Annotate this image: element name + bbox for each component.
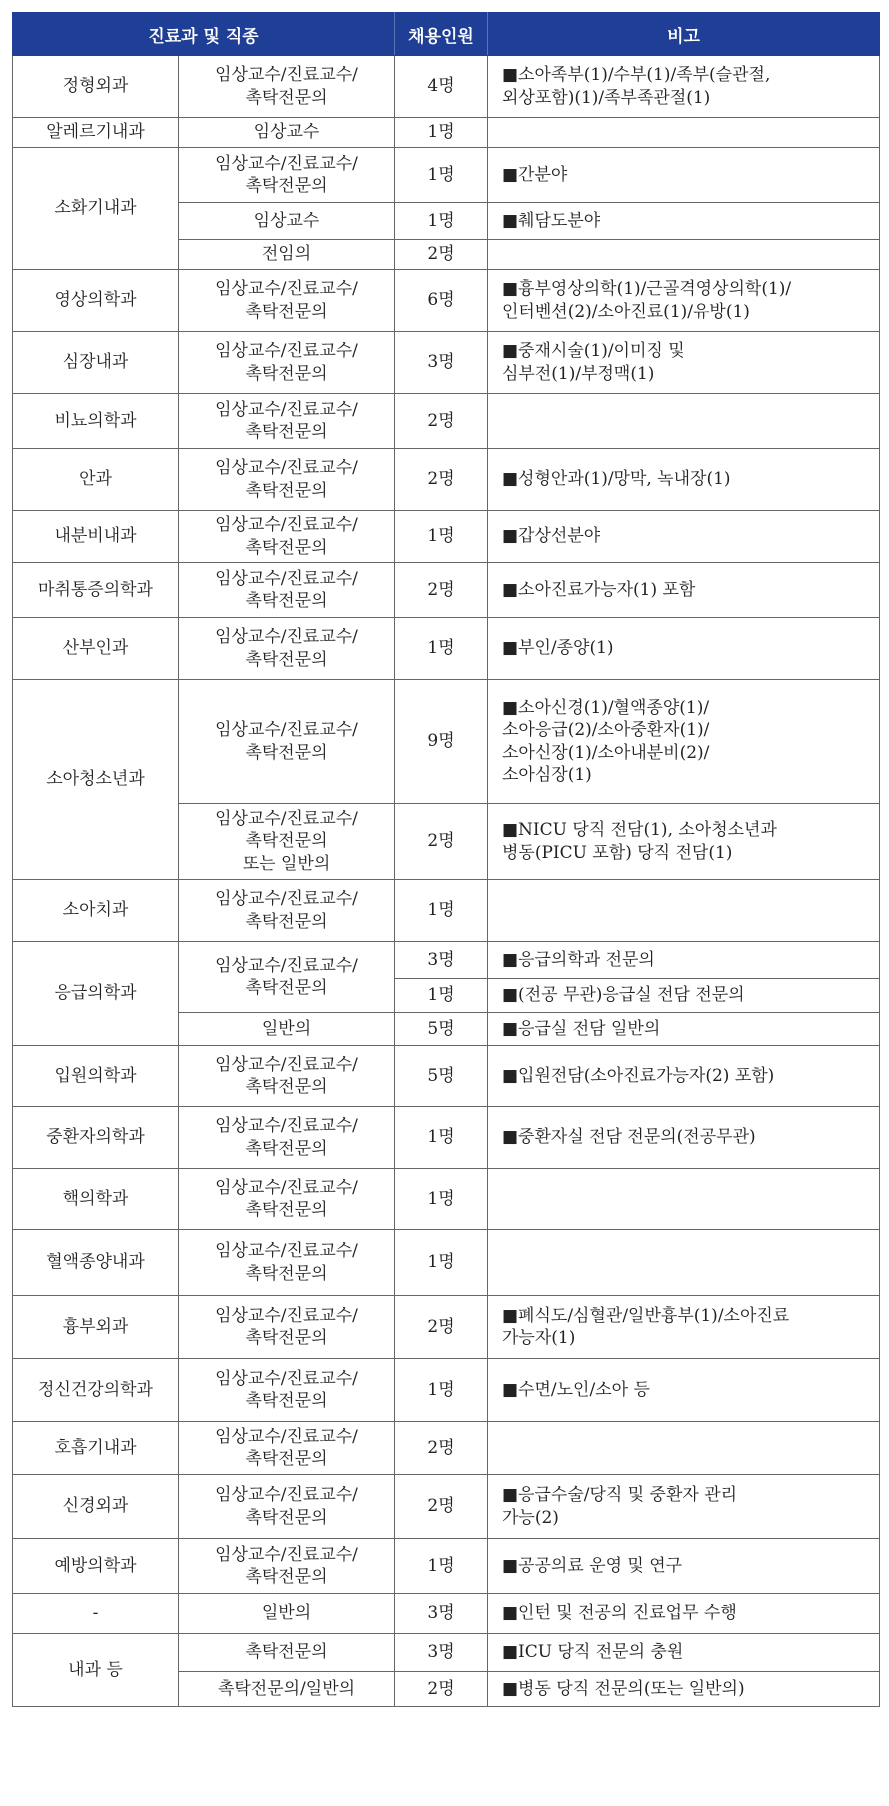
position-cell: 전임의	[179, 240, 395, 270]
note-cell: ■병동 당직 전문의(또는 일반의)	[488, 1672, 880, 1707]
count-cell: 1명	[395, 1359, 488, 1422]
dept-cell: 신경외과	[13, 1475, 179, 1539]
position-cell: 임상교수/진료교수/ 촉탁전문의	[179, 1475, 395, 1539]
position-cell: 임상교수/진료교수/ 촉탁전문의	[179, 394, 395, 449]
table-row	[13, 118, 880, 148]
table-row	[13, 449, 880, 511]
position-cell: 임상교수/진료교수/ 촉탁전문의	[179, 1359, 395, 1422]
note-cell: ■응급실 전담 일반의	[488, 1013, 880, 1046]
position-cell: 임상교수/진료교수/ 촉탁전문의	[179, 148, 395, 203]
table-row	[13, 1230, 880, 1296]
count-cell: 1명	[395, 880, 488, 942]
note-cell: ■소아족부(1)/수부(1)/족부(슬관절, 외상포함)(1)/족부족관절(1)	[488, 56, 880, 118]
position-cell: 촉탁전문의/일반의	[179, 1672, 395, 1707]
dept-cell: 중환자의학과	[13, 1107, 179, 1169]
table-row	[13, 1359, 880, 1422]
table-row	[13, 56, 880, 118]
count-cell: 2명	[395, 394, 488, 449]
position-cell: 임상교수/진료교수/ 촉탁전문의 또는 일반의	[179, 804, 395, 880]
dept-cell: 안과	[13, 449, 179, 511]
count-cell: 1명	[395, 1539, 488, 1594]
dept-cell: 내분비내과	[13, 511, 179, 563]
note-cell: ■인턴 및 전공의 진료업무 수행	[488, 1594, 880, 1634]
count-cell: 1명	[395, 1107, 488, 1169]
dept-cell: 영상의학과	[13, 270, 179, 332]
position-cell: 임상교수/진료교수/ 촉탁전문의	[179, 1539, 395, 1594]
note-cell	[488, 394, 880, 449]
header-dept-position: 진료과 및 직종	[13, 13, 395, 56]
count-cell: 3명	[395, 332, 488, 394]
note-cell: ■(전공 무관)응급실 전담 전문의	[488, 979, 880, 1013]
dept-cell: 예방의학과	[13, 1539, 179, 1594]
position-cell: 임상교수/진료교수/ 촉탁전문의	[179, 880, 395, 942]
count-cell: 2명	[395, 240, 488, 270]
position-cell: 임상교수/진료교수/ 촉탁전문의	[179, 618, 395, 680]
note-cell: ■수면/노인/소아 등	[488, 1359, 880, 1422]
position-cell: 일반의	[179, 1594, 395, 1634]
table-row	[13, 1169, 880, 1230]
count-cell: 1명	[395, 511, 488, 563]
count-cell: 2명	[395, 804, 488, 880]
count-cell: 2명	[395, 1672, 488, 1707]
recruitment-table	[12, 12, 880, 1707]
dept-cell: 심장내과	[13, 332, 179, 394]
count-cell: 1명	[395, 118, 488, 148]
note-cell: ■갑상선분야	[488, 511, 880, 563]
note-cell: ■흉부영상의학(1)/근골격영상의학(1)/ 인터벤션(2)/소아진료(1)/유방(1)	[488, 270, 880, 332]
table-row	[13, 1539, 880, 1594]
position-cell: 임상교수	[179, 118, 395, 148]
note-cell	[488, 1169, 880, 1230]
note-cell: ■췌담도분야	[488, 203, 880, 240]
table-row	[13, 1296, 880, 1359]
count-cell: 2명	[395, 563, 488, 618]
position-cell: 임상교수/진료교수/ 촉탁전문의	[179, 563, 395, 618]
table-row	[13, 1046, 880, 1107]
position-cell: 임상교수/진료교수/ 촉탁전문의	[179, 1169, 395, 1230]
dept-cell: 소아치과	[13, 880, 179, 942]
table-row	[13, 511, 880, 563]
position-cell: 임상교수/진료교수/ 촉탁전문의	[179, 1046, 395, 1107]
dept-cell: 응급의학과	[13, 942, 179, 1046]
position-cell: 임상교수	[179, 203, 395, 240]
note-cell: ■응급의학과 전문의	[488, 942, 880, 979]
header-note: 비고	[488, 13, 880, 56]
count-cell: 1명	[395, 203, 488, 240]
note-cell: ■응급수술/당직 및 중환자 관리 가능(2)	[488, 1475, 880, 1539]
table-row	[13, 618, 880, 680]
note-cell: ■폐식도/심혈관/일반흉부(1)/소아진료 가능자(1)	[488, 1296, 880, 1359]
count-cell: 2명	[395, 1422, 488, 1475]
count-cell: 2명	[395, 449, 488, 511]
dept-cell: 알레르기내과	[13, 118, 179, 148]
count-cell: 1명	[395, 1230, 488, 1296]
dept-cell: 정신건강의학과	[13, 1359, 179, 1422]
note-cell	[488, 1422, 880, 1475]
count-cell: 5명	[395, 1013, 488, 1046]
dept-cell: 마취통증의학과	[13, 563, 179, 618]
note-cell	[488, 240, 880, 270]
position-cell: 일반의	[179, 1013, 395, 1046]
count-cell: 4명	[395, 56, 488, 118]
note-cell: ■소아신경(1)/혈액종양(1)/ 소아응급(2)/소아중환자(1)/ 소아신장(1)/소아내분비(2)/ 소아심장(1)	[488, 680, 880, 804]
count-cell: 6명	[395, 270, 488, 332]
dept-cell: 내과 등	[13, 1634, 179, 1707]
table-row	[13, 1594, 880, 1634]
dept-cell: 소화기내과	[13, 148, 179, 270]
dept-cell: -	[13, 1594, 179, 1634]
position-cell: 임상교수/진료교수/ 촉탁전문의	[179, 1107, 395, 1169]
position-cell: 촉탁전문의	[179, 1634, 395, 1672]
dept-cell: 호흡기내과	[13, 1422, 179, 1475]
table-header-row	[13, 13, 880, 56]
note-cell: ■성형안과(1)/망막, 녹내장(1)	[488, 449, 880, 511]
position-cell: 임상교수/진료교수/ 촉탁전문의	[179, 942, 395, 1013]
note-cell: ■NICU 당직 전담(1), 소아청소년과 병동(PICU 포함) 당직 전담(1)	[488, 804, 880, 880]
table-row	[13, 563, 880, 618]
note-cell: ■부인/종양(1)	[488, 618, 880, 680]
table-body	[13, 56, 880, 1707]
position-cell: 임상교수/진료교수/ 촉탁전문의	[179, 1230, 395, 1296]
note-cell: ■ICU 당직 전문의 충원	[488, 1634, 880, 1672]
note-cell	[488, 880, 880, 942]
table-row	[13, 942, 880, 979]
dept-cell: 흉부외과	[13, 1296, 179, 1359]
table-row	[13, 1475, 880, 1539]
dept-cell: 소아청소년과	[13, 680, 179, 880]
table-row	[13, 680, 880, 804]
position-cell: 임상교수/진료교수/ 촉탁전문의	[179, 56, 395, 118]
table-row	[13, 332, 880, 394]
table-row	[13, 1107, 880, 1169]
count-cell: 3명	[395, 942, 488, 979]
position-cell: 임상교수/진료교수/ 촉탁전문의	[179, 449, 395, 511]
position-cell: 임상교수/진료교수/ 촉탁전문의	[179, 270, 395, 332]
count-cell: 3명	[395, 1594, 488, 1634]
dept-cell: 비뇨의학과	[13, 394, 179, 449]
dept-cell: 산부인과	[13, 618, 179, 680]
count-cell: 1명	[395, 979, 488, 1013]
table-row	[13, 880, 880, 942]
position-cell: 임상교수/진료교수/ 촉탁전문의	[179, 1422, 395, 1475]
count-cell: 2명	[395, 1296, 488, 1359]
count-cell: 2명	[395, 1475, 488, 1539]
position-cell: 임상교수/진료교수/ 촉탁전문의	[179, 680, 395, 804]
header-count: 채용인원	[395, 13, 488, 56]
note-cell	[488, 1230, 880, 1296]
note-cell: ■소아진료가능자(1) 포함	[488, 563, 880, 618]
count-cell: 1명	[395, 148, 488, 203]
position-cell: 임상교수/진료교수/ 촉탁전문의	[179, 332, 395, 394]
dept-cell: 입원의학과	[13, 1046, 179, 1107]
count-cell: 1명	[395, 618, 488, 680]
count-cell: 3명	[395, 1634, 488, 1672]
note-cell: ■중환자실 전담 전문의(전공무관)	[488, 1107, 880, 1169]
position-cell: 임상교수/진료교수/ 촉탁전문의	[179, 1296, 395, 1359]
table-row	[13, 1422, 880, 1475]
note-cell: ■입원전담(소아진료가능자(2) 포함)	[488, 1046, 880, 1107]
table-row	[13, 1634, 880, 1672]
dept-cell: 핵의학과	[13, 1169, 179, 1230]
note-cell: ■공공의료 운영 및 연구	[488, 1539, 880, 1594]
count-cell: 5명	[395, 1046, 488, 1107]
note-cell: ■간분야	[488, 148, 880, 203]
table-row	[13, 394, 880, 449]
count-cell: 9명	[395, 680, 488, 804]
position-cell: 임상교수/진료교수/ 촉탁전문의	[179, 511, 395, 563]
dept-cell: 정형외과	[13, 56, 179, 118]
table-row	[13, 270, 880, 332]
note-cell	[488, 118, 880, 148]
note-cell: ■중재시술(1)/이미징 및 심부전(1)/부정맥(1)	[488, 332, 880, 394]
dept-cell: 혈액종양내과	[13, 1230, 179, 1296]
count-cell: 1명	[395, 1169, 488, 1230]
table-row	[13, 148, 880, 203]
